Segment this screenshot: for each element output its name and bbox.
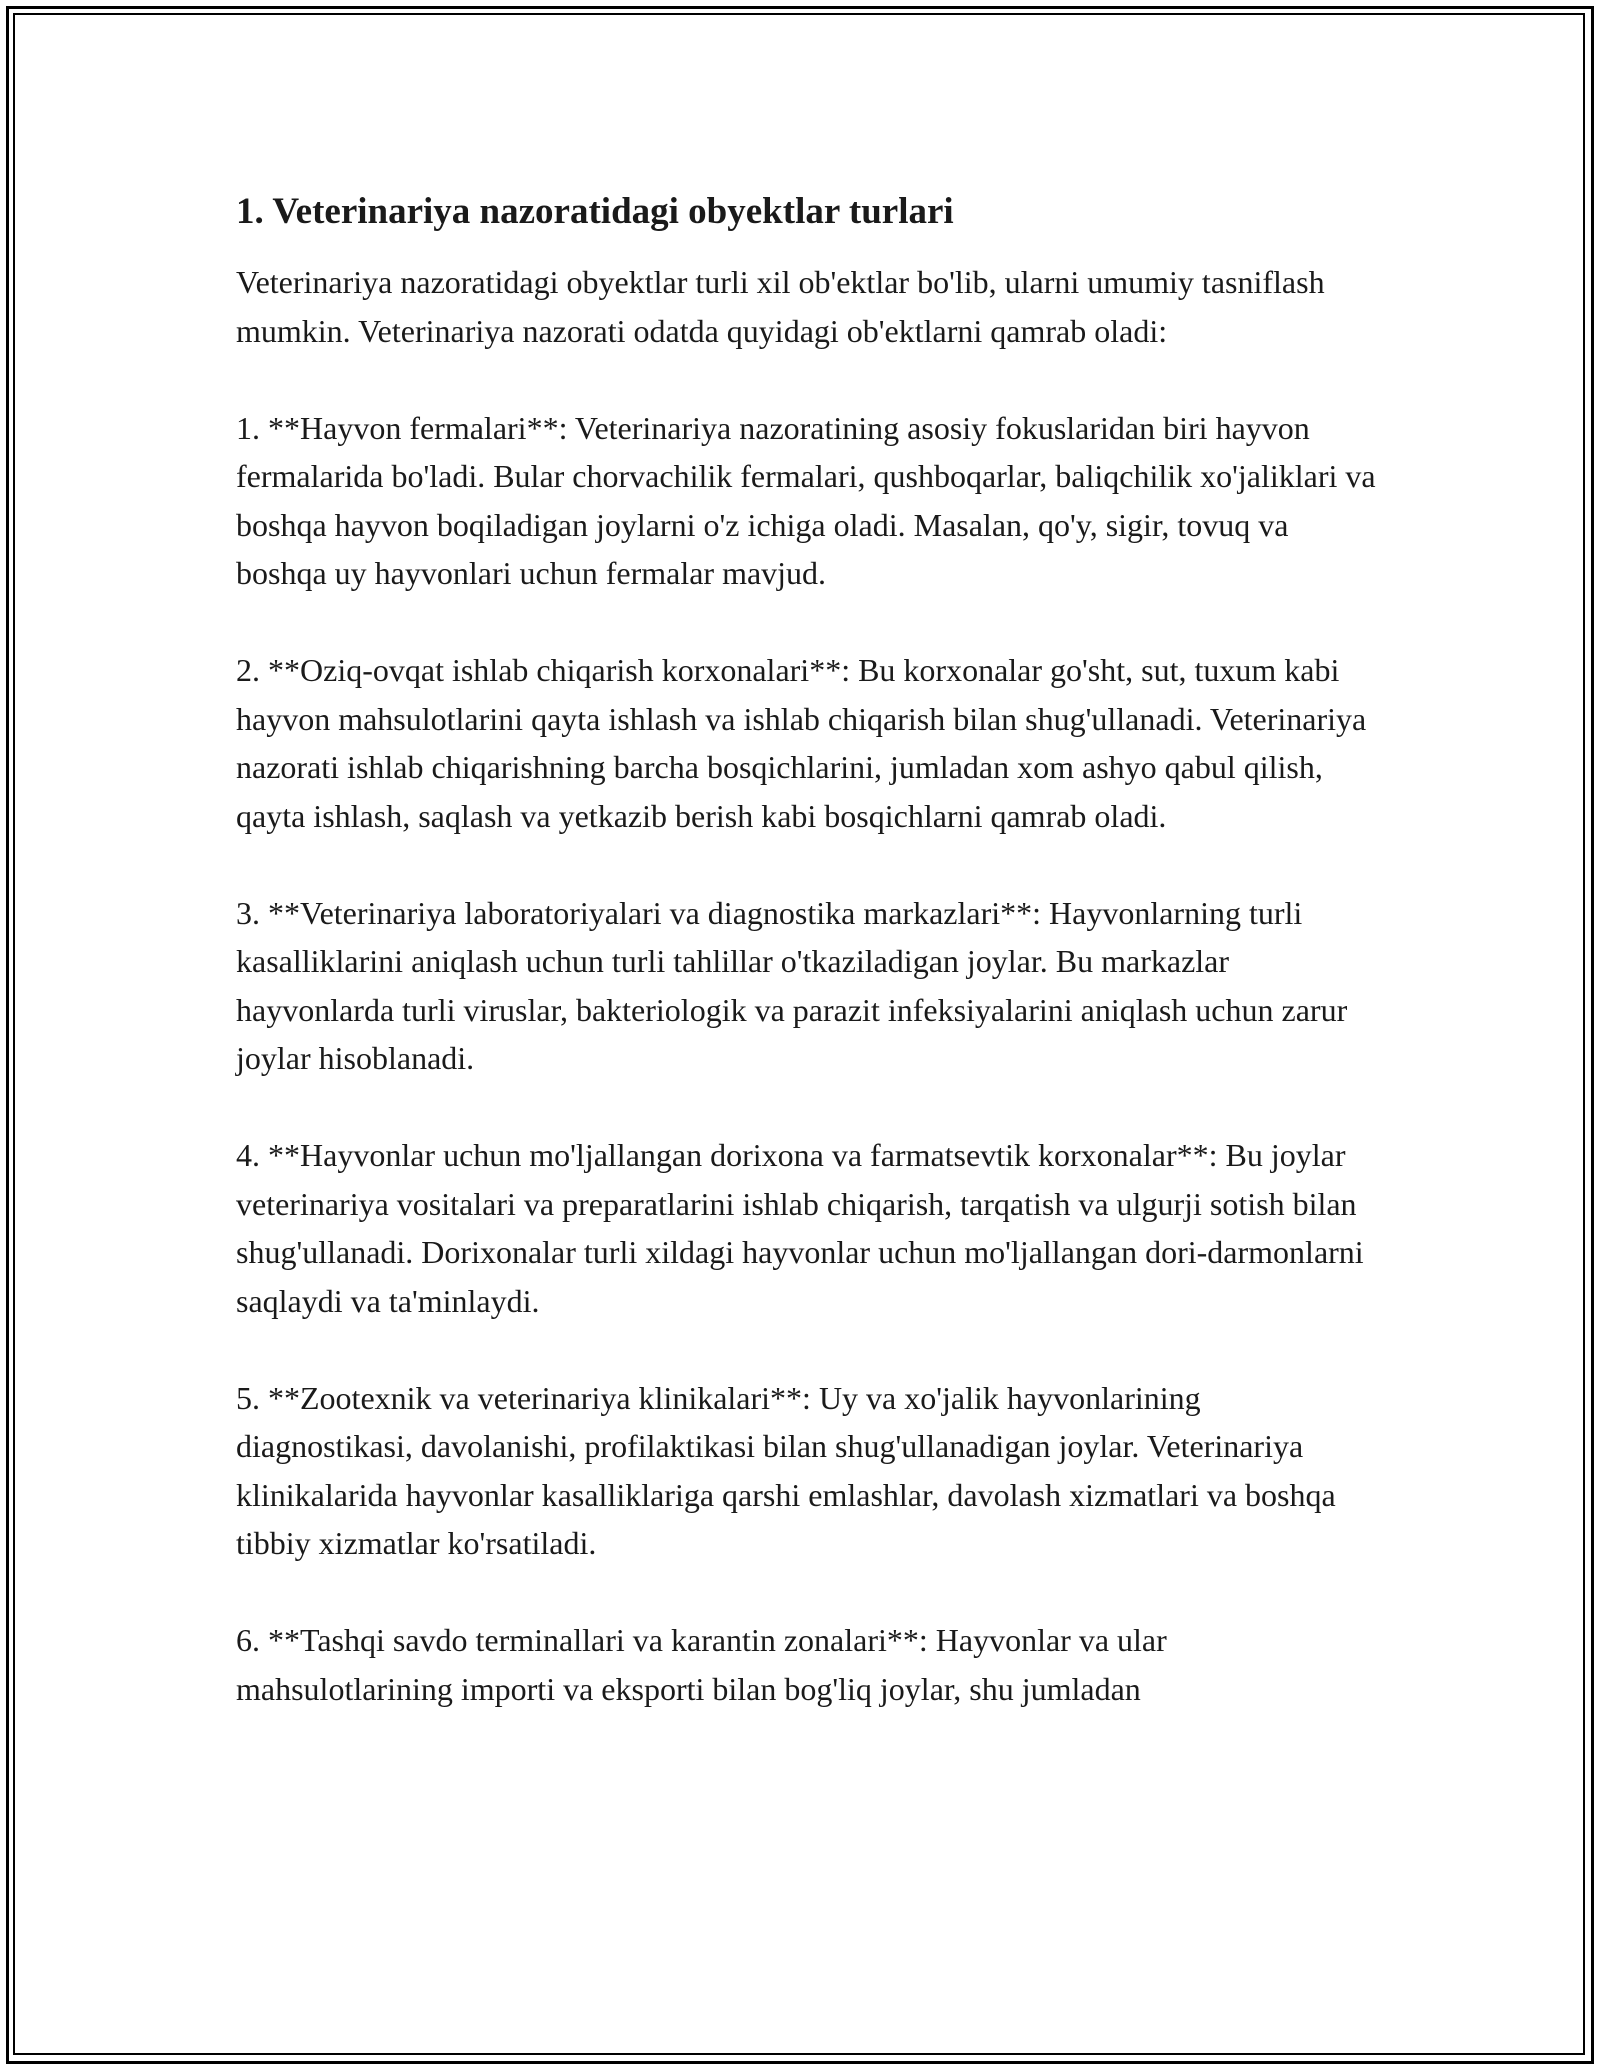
list-item: 6. **Tashqi savdo terminallari va karantin zonalari**: Hayvonlar va ular mahsulotlarining importi va eksporti bilan bog'liq joylar, shu jumladan — [236, 1622, 1167, 1707]
document-title: 1. Veterinariya nazoratidagi obyektlar turlari — [236, 191, 954, 232]
list-item: 4. **Hayvonlar uchun mo'ljallangan dorixona va farmatsevtik korxonalar**: Bu joylar veterinariya vositalari va preparatlarini ishlab chiqarish, tarqatish va ulgurji sotish bilan shug'ullanadi. Dorixonalar turli xildagi hayvonlar uchun mo'ljallangan dori-darmonlarni saqlaydi va ta'minlaydi. — [236, 1137, 1364, 1319]
list-item: 2. **Oziq-ovqat ishlab chiqarish korxonalari**: Bu korxonalar go'sht, sut, tuxum kabi hayvon mahsulotlarini qayta ishlash va ishlab chiqarish bilan shug'ullanadi. Veterinariya nazorati ishlab chiqarishning barcha bosqichlarini, jumladan xom ashyo qabul qilish, qayta ishlash, saqlash va yetkazib berish kabi bosqichlarni qamrab oladi. — [236, 652, 1367, 834]
list-item: 1. **Hayvon fermalari**: Veterinariya nazoratining asosiy fokuslaridan biri hayvon fermalarida bo'ladi. Bular chorvachilik fermalari, qushboqarlar, baliqchilik xo'jaliklari va boshqa hayvon boqiladigan joylarni o'z ichiga oladi. Masalan, qo'y, sigir, tovuq va boshqa uy hayvonlari uchun fermalar mavjud. — [236, 409, 1376, 591]
list-item: 5. **Zootexnik va veterinariya klinikalari**: Uy va xo'jalik hayvonlarining diagnostikasi, davolanishi, profilaktikasi bilan shug'ullanadigan joylar. Veterinariya klinikalarida hayvonlar kasalliklariga qarshi emlashlar, davolash xizmatlari va boshqa tibbiy xizmatlar ko'rsatiladi. — [236, 1379, 1336, 1561]
document-body — [236, 186, 1376, 1762]
intro-paragraph: Veterinariya nazoratidagi obyektlar turli xil ob'ektlar bo'lib, ularni umumiy tasniflash mumkin. Veterinariya nazorati odatda quyidagi ob'ektlarni qamrab oladi: — [236, 264, 1325, 349]
list-item: 3. **Veterinariya laboratoriyalari va diagnostika markazlari**: Hayvonlarning turli kasalliklarini aniqlash uchun turli tahlillar o'tkaziladigan joylar. Bu markazlar hayvonlarda turli viruslar, bakteriologik va parazit infeksiyalarini aniqlash uchun zarur joylar hisoblanadi. — [236, 894, 1348, 1076]
